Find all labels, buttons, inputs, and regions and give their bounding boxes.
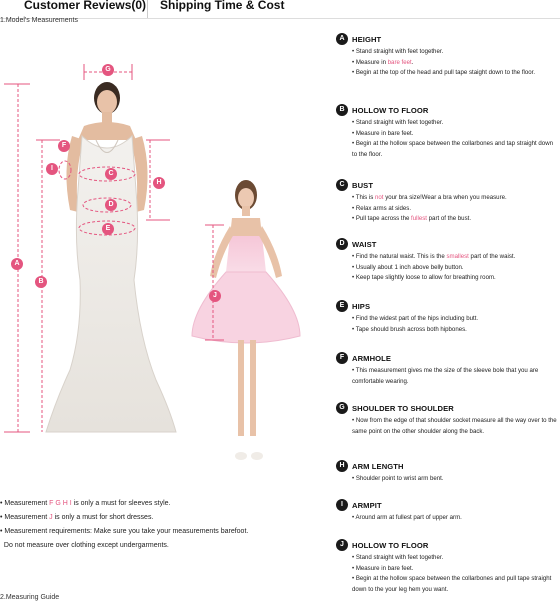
measurement-line: • Tape should brush across both hipbones.: [352, 325, 467, 333]
figure-label-b: B: [35, 276, 47, 288]
measurement-notes: [0, 497, 320, 553]
measuring-guide-title: 2.Measuring Guide: [0, 594, 60, 601]
badge-b: B: [336, 104, 348, 116]
figure-label-e: E: [102, 223, 114, 235]
note-line: Do not measure over clothing except undergarments.: [0, 542, 169, 549]
measurement-line: • Measure in bare feet.: [352, 58, 414, 66]
section-title: 1.Model's Measurements: [0, 17, 78, 24]
measurement-title: SHOULDER TO SHOULDER: [352, 404, 454, 413]
measurement-line: • Stand straight with feet together.: [352, 119, 444, 126]
figure-label-h: H: [153, 177, 165, 189]
measurement-line: • Stand straight with feet together.: [352, 48, 444, 55]
tab-bar: [0, 0, 560, 19]
measurement-title: ARMPIT: [352, 501, 382, 510]
measurement-line: • Now from the edge of that shoulder socket measure all the way over to the same point on the other shoulder along the back.: [352, 417, 557, 435]
figure-label-j: J: [209, 290, 221, 302]
measurement-line: • This is not your bra size!Wear a bra when you measure.: [352, 194, 507, 201]
measurement-line: • Relax arms at sides.: [352, 204, 412, 212]
measurement-title: ARMHOLE: [352, 354, 392, 363]
note-line: • Measurement J is only a must for short dresses.: [0, 514, 154, 521]
measurement-line: • Stand straight with feet together.: [352, 554, 444, 561]
badge-g: G: [336, 402, 348, 414]
badge-d: D: [336, 238, 348, 250]
measurement-title: ARM LENGTH: [352, 462, 404, 471]
badge-i: I: [336, 499, 348, 511]
tab-customer-reviews[interactable]: Customer Reviews(0): [24, 0, 147, 12]
note-line: • Measurement requirements: Make sure you take your measurements barefoot.: [0, 528, 249, 535]
figure-label-f: F: [58, 140, 70, 152]
measurement-figure: [0, 40, 330, 460]
measurement-line: • Begin at the hollow space between the collarbones and pull tape straight down to the your leg hem you want.: [352, 575, 552, 593]
tab-divider: [147, 0, 148, 18]
figure-label-c: C: [105, 168, 117, 180]
measurement-line: • Keep tape slightly loose to allow for breathing room.: [352, 274, 496, 281]
figure-label-g: G: [102, 64, 114, 76]
measurement-line: • Pull tape across the fullest part of the bust.: [352, 215, 472, 222]
measurement-title: HOLLOW TO FLOOR: [352, 541, 429, 550]
measurement-title: WAIST: [352, 240, 377, 249]
badge-c: C: [336, 179, 348, 191]
note-line: • Measurement F G H I is only a must for sleeves style.: [0, 500, 171, 507]
measurement-line: • Find the natural waist. This is the smallest part of the waist.: [352, 253, 516, 260]
measurement-line: • Around arm at fullest part of upper arm.: [352, 514, 462, 521]
measurement-line: • This measurement gives me the size of the sleeve bole that you are comfortable wearing.: [352, 367, 539, 385]
measurement-line: • Find the widest part of the hips including butt.: [352, 315, 479, 322]
measurement-title: BUST: [352, 181, 374, 190]
measurement-line: • Measure in bare feet.: [352, 564, 414, 572]
figure-label-d: D: [105, 199, 117, 211]
measurement-line: • Measure in bare feet.: [352, 129, 414, 137]
measurement-title: HOLLOW TO FLOOR: [352, 106, 429, 115]
measurement-line: • Begin at the top of the head and pull tape staight down to the floor.: [352, 69, 536, 76]
badge-h: H: [336, 460, 348, 472]
badge-e: E: [336, 300, 348, 312]
badge-a: A: [336, 33, 348, 45]
tab-shipping[interactable]: Shipping Time & Cost: [160, 0, 285, 12]
figure-label-i: I: [46, 163, 58, 175]
bride-figure: [46, 82, 176, 432]
measurement-line: • Begin at the hollow space between the collarbones and tap straight down to the floor.: [352, 140, 553, 158]
figure-label-a: A: [11, 258, 23, 270]
badge-j: J: [336, 539, 348, 551]
measurement-title: HEIGHT: [352, 35, 382, 44]
badge-f: F: [336, 352, 348, 364]
measurement-title: HIPS: [352, 302, 371, 311]
measurement-line: • Shoulder point to wrist arm bent.: [352, 475, 444, 482]
measurement-line: • Usually about 1 inch above belly button.: [352, 263, 464, 271]
short-dress-figure: [192, 180, 300, 460]
